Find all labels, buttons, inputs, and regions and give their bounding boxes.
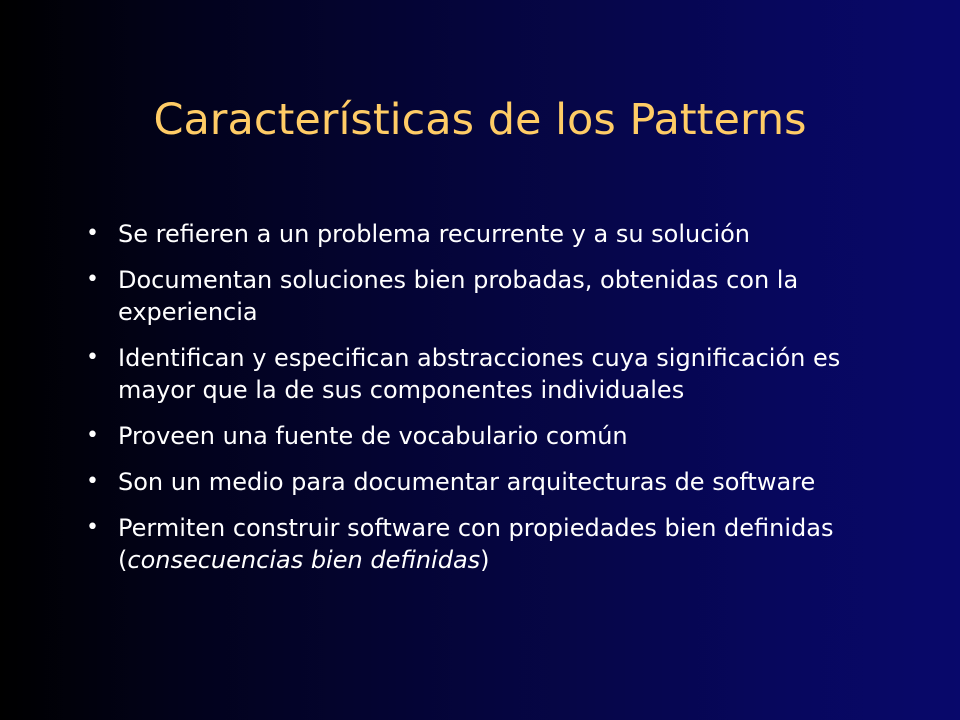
bullet-item [86, 466, 886, 498]
bullet-text: Son un medio para documentar arquitecturas de software [118, 468, 816, 496]
bullet-text-italic: consecuencias bien definidas [127, 546, 481, 574]
bullet-icon: • [86, 345, 99, 370]
bullet-item [86, 218, 886, 250]
bullet-icon: • [86, 221, 99, 246]
bullet-text: Se refieren a un problema recurrente y a su solución [118, 220, 751, 248]
bullet-item [86, 512, 886, 576]
bullet-text: Documentan soluciones bien probadas, obtenidas con la experiencia [118, 266, 799, 326]
bullet-text-before: Permiten construir software con propiedades bien definidas ( [118, 514, 834, 574]
bullet-text [118, 514, 834, 574]
bullet-item [86, 420, 886, 452]
bullet-icon: • [86, 469, 99, 494]
bullet-item [86, 264, 886, 328]
bullet-icon: • [86, 515, 99, 540]
bullet-text: Identifican y especifican abstracciones cuya significación es mayor que la de sus componentes individuales [118, 344, 841, 404]
bullet-icon: • [86, 423, 99, 448]
bullet-text-after: ) [480, 546, 490, 574]
bullet-item [86, 342, 886, 406]
slide-title: Características de los Patterns [153, 95, 807, 145]
bullet-text: Proveen una fuente de vocabulario común [118, 422, 628, 450]
bullet-icon: • [86, 267, 99, 292]
bullet-list [86, 218, 886, 590]
